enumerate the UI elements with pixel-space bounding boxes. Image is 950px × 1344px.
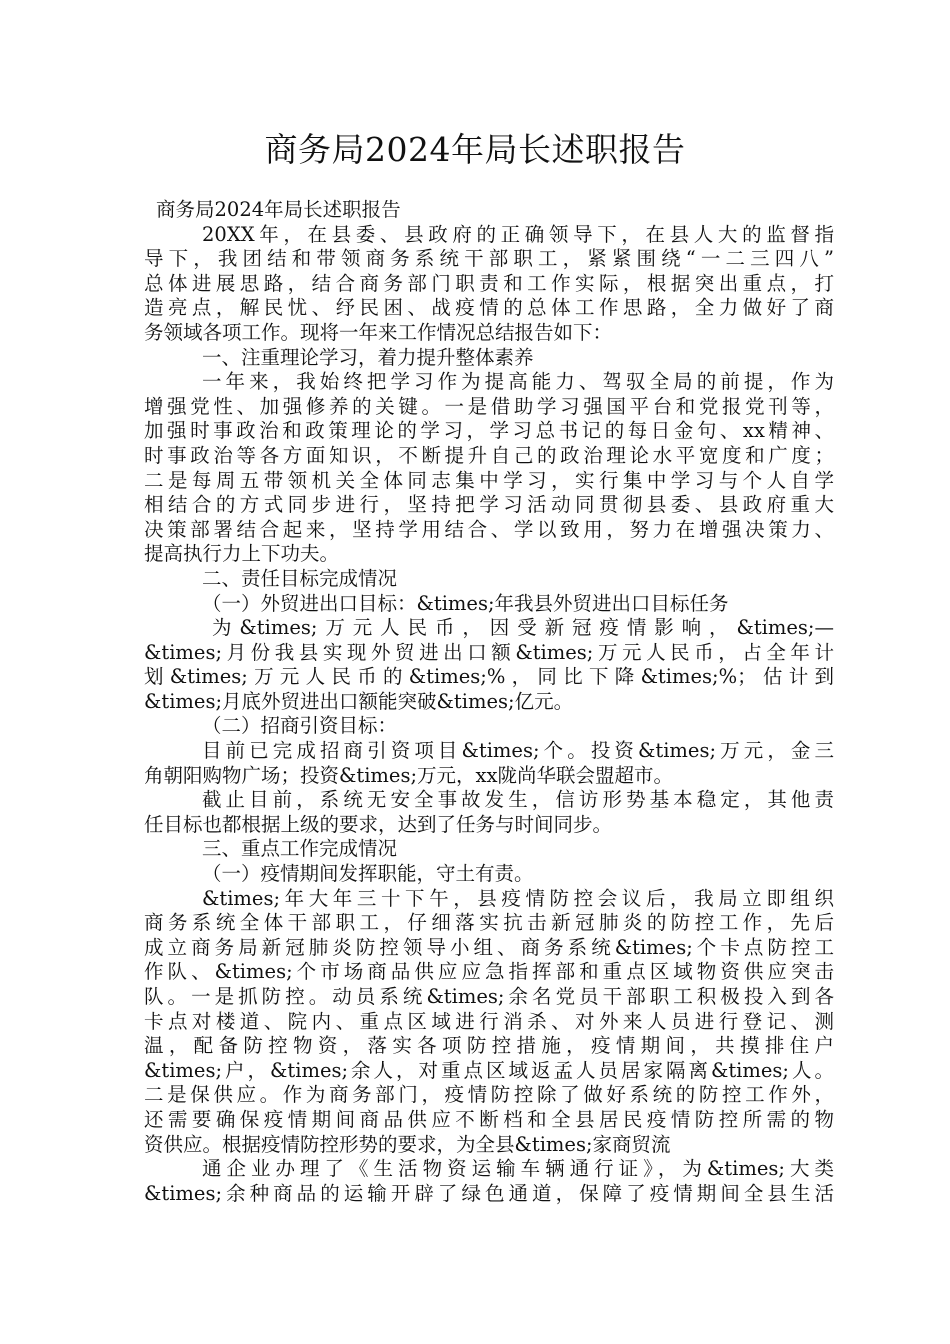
doc-subtitle-line: 商务局2024年局长述职报告 [156, 198, 401, 221]
paragraph-line: 任目标也都根据上级的要求，达到了任务与时间同步。 [144, 812, 613, 836]
paragraph-line: 资供应。根据疫情防控形势的要求，为全县&times;家商贸流 [144, 1132, 671, 1156]
subsection-heading: （二）招商引资目标： [202, 714, 398, 738]
paragraph-line: 目前已完成招商引资项目&times;个。投资&times;万元，金三 [202, 739, 834, 763]
paragraph-line: 一年来，我始终把学习作为提高能力、驾驭全局的前提，作为 [202, 370, 834, 394]
paragraph-line: 总体进展思路，结合商务部门职责和工作实际，根据突出重点，打 [144, 271, 834, 295]
paragraph-line: 导下，我团结和带领商务系统干部职工，紧紧围绕“一二三四八” [144, 247, 834, 271]
paragraph-line: &times;月底外贸进出口额能突破&times;亿元。 [144, 689, 574, 713]
paragraph-line: 为&times;万元人民币，因受新冠疫情影响，&times;— [212, 616, 834, 640]
paragraph-line: 队。一是抓防控。动员系统&times;余名党员干部职工积极投入到各 [144, 985, 834, 1008]
section-heading: 一、注重理论学习，着力提升整体素养 [202, 345, 534, 369]
paragraph-line: 二是每周五带领机关全体同志集中学习，实行集中学习与个人自学 [144, 468, 834, 492]
paragraph-line: 成立商务局新冠肺炎防控领导小组、商务系统&times;个卡点防控工 [144, 935, 834, 959]
paragraph-line: 提高执行力上下功夫。 [144, 542, 340, 566]
paragraph-line: 还需要确保疫情期间商品供应不断档和全县居民疫情防控所需的物 [144, 1107, 834, 1131]
paragraph-line: 20XX年，在县委、县政府的正确领导下，在县人大的监督指 [202, 222, 834, 246]
paragraph-line: 划&times;万元人民币的&times;%，同比下降&times;%；估计到 [144, 665, 834, 689]
paragraph-line: 造亮点，解民忧、纾民困、战疫情的总体工作思路，全力做好了商 [144, 296, 834, 320]
paragraph-line: &times;户，&times;余人，对重点区域返孟人员居家隔离&times;人。 [144, 1058, 834, 1082]
paragraph-line: 加强时事政治和政策理论的学习，学习总书记的每日金句、xx精神、 [144, 419, 834, 443]
paragraph-line: 卡点对楼道、院内、重点区域进行消杀、对外来人员进行登记、测 [144, 1009, 834, 1033]
paragraph-line: 角朝阳购物广场；投资&times;万元，xx陇尚华联会盟超市。 [144, 763, 674, 787]
section-heading: 二、责任目标完成情况 [202, 566, 398, 590]
subsection-heading: （一）外贸进出口目标：&times;年我县外贸进出口目标任务 [202, 591, 729, 615]
paragraph-line: 增强党性、加强修养的关键。一是借助学习强国平台和党报党刊等， [144, 394, 834, 418]
paragraph-line: 作队、&times;个市场商品供应应急指挥部和重点区域物资供应突击 [144, 960, 834, 984]
paragraph-line: 时事政治等各方面知识，不断提升自己的政治理论水平宽度和广度； [144, 443, 834, 467]
paragraph-line: 温，配备防控物资，落实各项防控措施，疫情期间，共摸排住户 [144, 1034, 834, 1058]
subsection-heading: （一）疫情期间发挥职能，守土有责。 [202, 862, 534, 886]
paragraph-line: 截止目前，系统无安全事故发生，信访形势基本稳定，其他责 [202, 788, 834, 812]
section-heading: 三、重点工作完成情况 [202, 837, 398, 861]
paragraph-line: &times;余种商品的运输开辟了绿色通道，保障了疫情期间全县生活 [144, 1181, 834, 1205]
paragraph-line: 二是保供应。作为商务部门，疫情防控除了做好系统的防控工作外， [144, 1083, 834, 1107]
document-title: 商务局2024年局长述职报告 [264, 130, 686, 169]
paragraph-line: 商务系统全体干部职工，仔细落实抗击新冠肺炎的防控工作，先后 [144, 911, 834, 935]
paragraph-line: &times;月份我县实现外贸进出口额&times;万元人民币，占全年计 [144, 640, 834, 664]
document-body [144, 198, 834, 1206]
paragraph-line: 决策部署结合起来，坚持学用结合、学以致用，努力在增强决策力、 [144, 517, 834, 541]
paragraph-line: 务领域各项工作。现将一年来工作情况总结报告如下： [144, 320, 613, 344]
paragraph-line: 通企业办理了《生活物资运输车辆通行证》，为&times;大类 [202, 1157, 834, 1181]
paragraph-line: &times;年大年三十下午，县疫情防控会议后，我局立即组织 [202, 886, 834, 910]
paragraph-line: 相结合的方式同步进行，坚持把学习活动同贯彻县委、县政府重大 [144, 493, 834, 517]
